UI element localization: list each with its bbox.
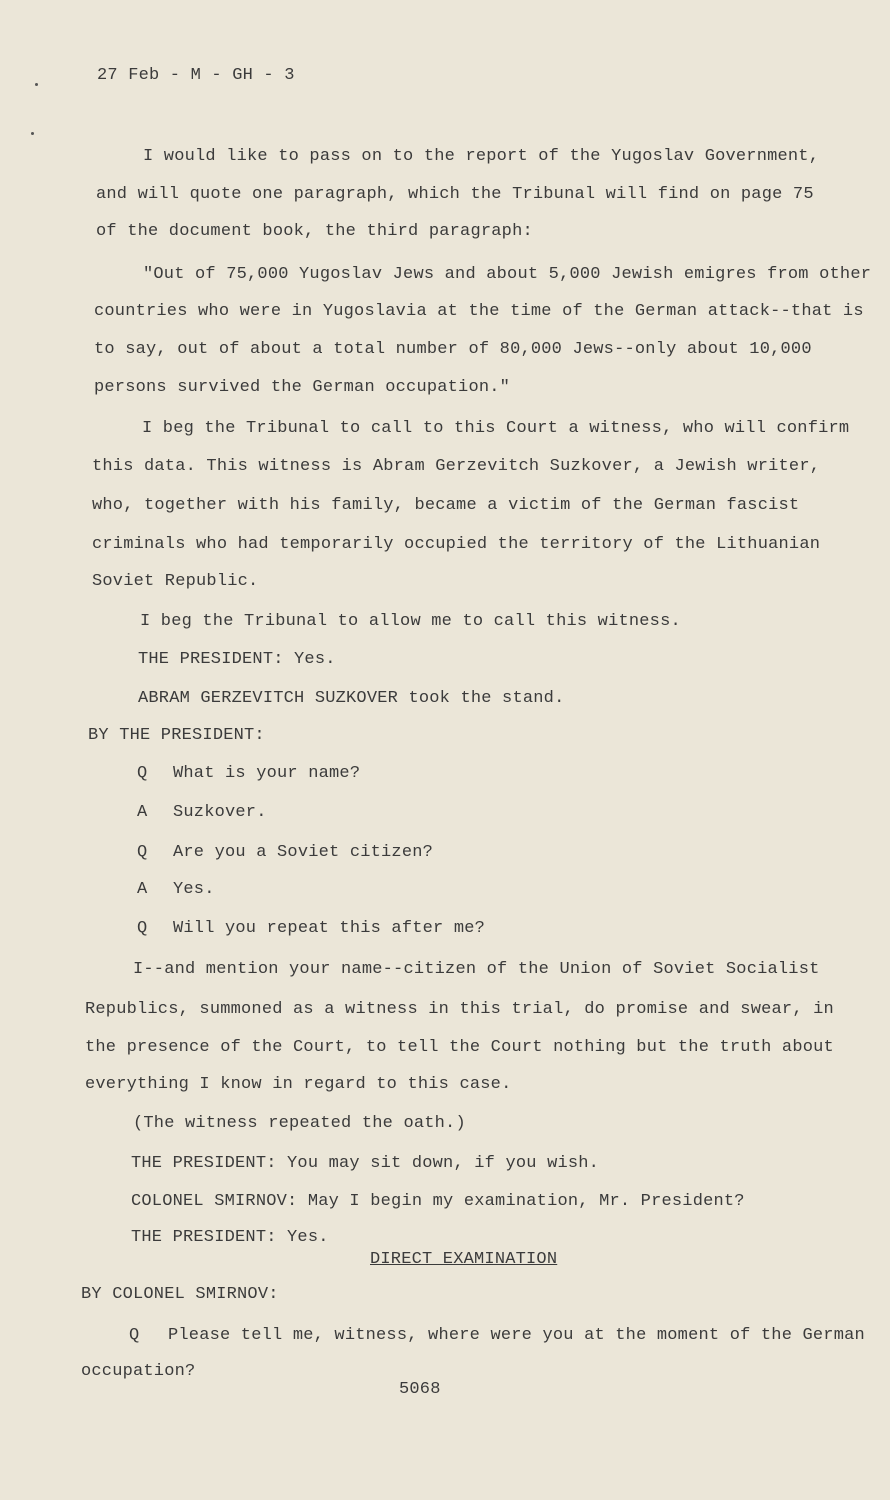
stage-direction: (The witness repeated the oath.) <box>133 1114 466 1133</box>
paragraph-line: criminals who had temporarily occupied the territory of the Lithuanian <box>92 535 821 554</box>
stage-direction: ABRAM GERZEVITCH SUZKOVER took the stand. <box>138 689 565 708</box>
request-line: I beg the Tribunal to allow me to call this witness. <box>140 612 681 631</box>
quote-line: persons survived the German occupation." <box>94 378 511 397</box>
quote-line: countries who were in Yugoslavia at the time of the German attack--that is <box>94 302 864 321</box>
oath-line: the presence of the Court, to tell the Court nothing but the truth about <box>85 1038 834 1057</box>
paragraph-line: and will quote one paragraph, which the Tribunal will find on page 75 <box>96 185 814 204</box>
paragraph-line: Soviet Republic. <box>92 572 259 591</box>
speaker-line: COLONEL SMIRNOV: May I begin my examination, Mr. President? <box>131 1192 745 1211</box>
paragraph-line: I would like to pass on to the report of the Yugoslav Government, <box>143 147 820 166</box>
paragraph-line: this data. This witness is Abram Gerzevitch Suzkover, a Jewish writer, <box>92 457 821 476</box>
punch-mark <box>31 132 34 135</box>
direct-examination-heading: DIRECT EXAMINATION <box>370 1250 558 1269</box>
quote-line: "Out of 75,000 Yugoslav Jews and about 5,000 Jewish emigres from other <box>143 265 872 284</box>
paragraph-line: of the document book, the third paragraph: <box>96 222 533 241</box>
speaker-line: THE PRESIDENT: You may sit down, if you wish. <box>131 1154 600 1173</box>
qa-label: Q <box>137 843 148 862</box>
quote-line: to say, out of about a total number of 80,000 Jews--only about 10,000 <box>94 340 812 359</box>
qa-label: A <box>137 803 148 822</box>
qa-label: Q <box>137 764 148 783</box>
qa-text: Suzkover. <box>173 803 267 822</box>
qa-text: Yes. <box>173 880 215 899</box>
qa-text: occupation? <box>81 1362 196 1381</box>
speaker-line: THE PRESIDENT: Yes. <box>131 1228 329 1247</box>
oath-line: everything I know in regard to this case. <box>85 1075 512 1094</box>
page-header: 27 Feb - M - GH - 3 <box>97 66 295 85</box>
qa-text: Are you a Soviet citizen? <box>173 843 434 862</box>
qa-text: Will you repeat this after me? <box>173 919 486 938</box>
page-number: 5068 <box>399 1380 441 1399</box>
oath-line: I--and mention your name--citizen of the Union of Soviet Socialist <box>133 960 820 979</box>
paragraph-line: I beg the Tribunal to call to this Court a witness, who will confirm <box>142 419 850 438</box>
oath-line: Republics, summoned as a witness in this trial, do promise and swear, in <box>85 1000 834 1019</box>
punch-mark <box>35 83 38 86</box>
speaker-line: THE PRESIDENT: Yes. <box>138 650 336 669</box>
paragraph-line: who, together with his family, became a victim of the German fascist <box>92 496 800 515</box>
qa-label: A <box>137 880 148 899</box>
qa-label: Q <box>129 1326 140 1345</box>
qa-text: What is your name? <box>173 764 361 783</box>
section-heading: BY COLONEL SMIRNOV: <box>81 1285 279 1304</box>
section-heading: BY THE PRESIDENT: <box>88 726 265 745</box>
qa-label: Q <box>137 919 148 938</box>
qa-text: Please tell me, witness, where were you at the moment of the German <box>168 1326 865 1345</box>
